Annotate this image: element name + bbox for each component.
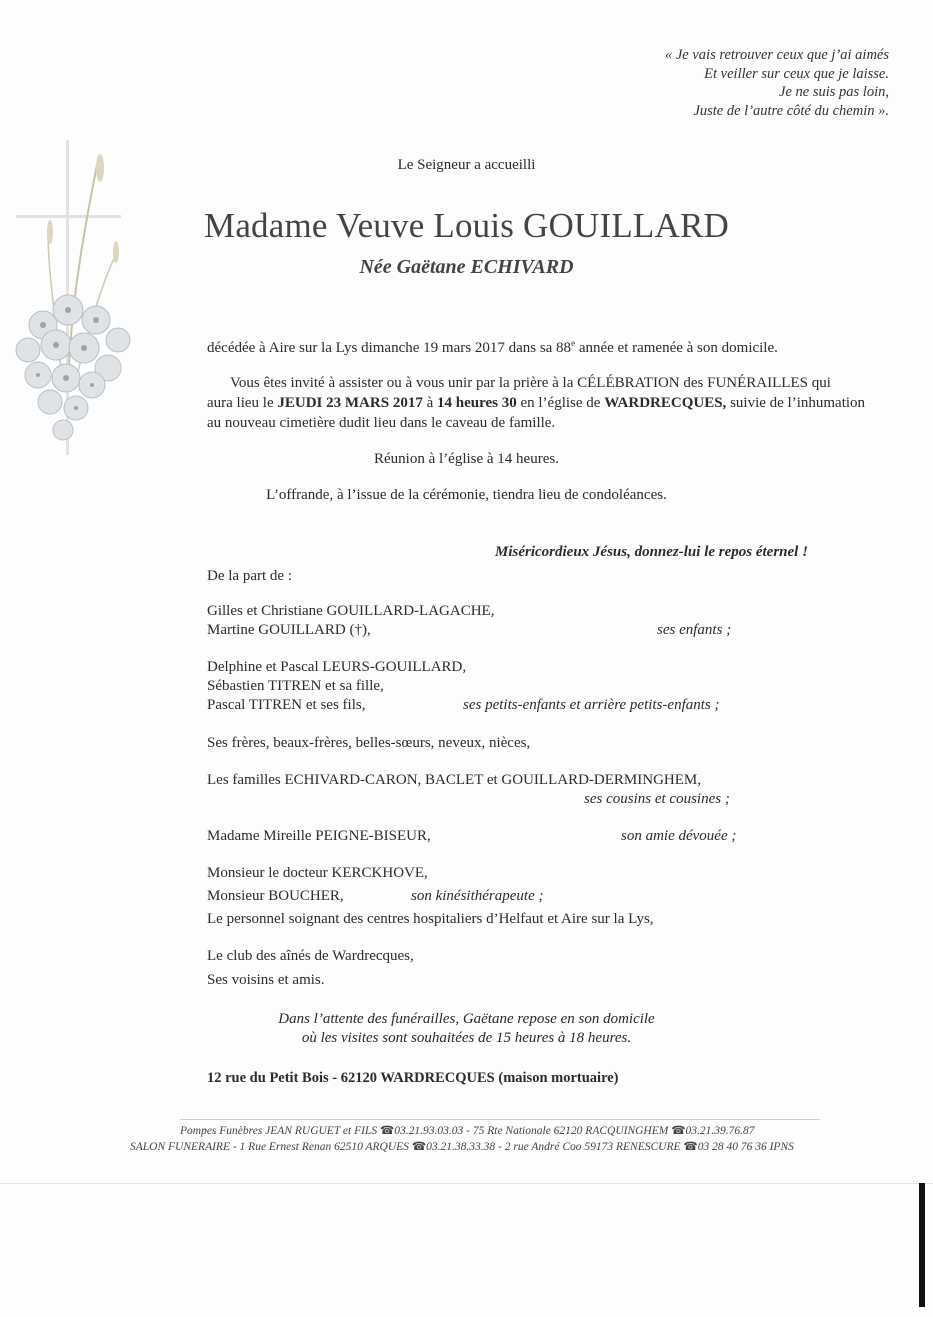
families-role: ses cousins et cousines ; [584, 791, 730, 807]
death-announcement [207, 338, 778, 358]
scan-margin-bar [919, 1183, 925, 1307]
family-grand-3: Pascal TITREN et ses fils, [207, 697, 366, 713]
scan-edge-line [0, 1183, 933, 1184]
footer-line-1 [180, 1123, 755, 1137]
intro-text: Le Seigneur a accueilli [397, 157, 536, 173]
family-staff: Le personnel soignant des centres hospitaliers d’Helfaut et Aire sur la Lys, [207, 911, 654, 927]
phone-icon: ☎ [379, 1125, 395, 1137]
funeral-time: 14 heures 30 [437, 395, 517, 411]
family-grand-2: Sébastien TITREN et sa fille, [207, 678, 384, 694]
wake-line-1: Dans l’attente des funérailles, Gaëtane repose en son domicile [278, 1011, 655, 1027]
funeral-date: JEUDI 23 MARS 2017 [277, 395, 423, 411]
family-children-1: Gilles et Christiane GOUILLARD-LAGACHE, [207, 603, 495, 619]
family-grand-1: Delphine et Pascal LEURS-GOUILLARD, [207, 659, 467, 675]
prayer-text: Miséricordieux Jésus, donnez-lui le repos éternel ! [495, 544, 808, 560]
grand-role: ses petits-enfants et arrière petits-enfants ; [463, 697, 720, 713]
cross-flowers-illustration [8, 140, 138, 460]
from-label: De la part de : [207, 568, 292, 584]
physio-role: son kinésithérapeute ; [411, 888, 544, 904]
footer-phone: 03 28 40 76 36 IPNS [697, 1141, 794, 1153]
friend-role: son amie dévouée ; [621, 828, 737, 844]
invitation-text: aura lieu le [207, 395, 278, 411]
children-role: ses enfants ; [657, 622, 732, 638]
invitation-text: à [422, 395, 437, 411]
family-friend: Madame Mireille PEIGNE-BISEUR, [207, 828, 431, 844]
deceased-name: Madame Veuve Louis GOUILLARD [204, 206, 729, 245]
death-text: décédée à Aire sur la Lys dimanche 19 mars 2017 dans sa 88 [207, 340, 572, 356]
poem-line: « Je vais retrouver ceux que j’ai aimés [665, 47, 889, 63]
divider [180, 1119, 820, 1120]
offrande-text: L’offrande, à l’issue de la cérémonie, tiendra lieu de condoléances. [266, 487, 667, 503]
death-text-end: année et ramenée à son domicile. [575, 340, 778, 356]
phone-icon: ☎ [411, 1141, 427, 1153]
footer-contact: 03.21.38.33.38 - 2 rue André Coo 59173 RENESCURE [426, 1141, 681, 1153]
family-families: Les familles ECHIVARD-CARON, BACLET et GOUILLARD-DERMINGHEM, [207, 772, 701, 788]
funeral-place: WARDRECQUES, [604, 395, 727, 411]
family-club: Le club des aînés de Wardrecques, [207, 948, 414, 964]
family-doctor: Monsieur le docteur KERCKHOVE, [207, 865, 428, 881]
invitation-text: suivie de l’inhumation [726, 395, 866, 411]
poem-line: Et veiller sur ceux que je laisse. [704, 65, 889, 82]
phone-icon: ☎ [683, 1141, 698, 1153]
footer-contact: 03.21.93.03.03 - 75 Rte Nationale 62120 RACQUINGHEM [394, 1125, 669, 1137]
poem-line: Je ne suis pas loin, [779, 84, 889, 100]
ordinal-suffix: e [571, 338, 576, 348]
invitation-line-2 [207, 393, 865, 413]
family-siblings: Ses frères, beaux-frères, belles-sœurs, neveux, nièces, [207, 735, 531, 751]
address: 12 rue du Petit Bois - 62120 WARDRECQUES (maison mortuaire) [207, 1070, 619, 1086]
phone-icon: ☎ [671, 1125, 686, 1137]
footer-company: Pompes Funèbres JEAN RUGUET et FILS [180, 1125, 378, 1137]
maiden-name: Née Gaëtane ECHIVARD [359, 256, 574, 278]
invitation-line-3: au nouveau cimetière dudit lieu dans le caveau de famille. [207, 415, 556, 431]
footer-line-2 [130, 1139, 794, 1153]
footer-phone: 03.21.39.76.87 [685, 1125, 755, 1137]
poem-quote [665, 46, 889, 120]
family-neighbours: Ses voisins et amis. [207, 972, 325, 988]
invitation-line-1: Vous êtes invité à assister ou à vous unir par la prière à la CÉLÉBRATION des FUNÉRAILLES qui [230, 375, 831, 391]
poem-line: Juste de l’autre côté du chemin ». [693, 102, 889, 119]
invitation-text: en l’église de [516, 395, 605, 411]
family-physio: Monsieur BOUCHER, [207, 888, 344, 904]
family-children-2: Martine GOUILLARD (†), [207, 622, 371, 638]
footer-salon: SALON FUNERAIRE - 1 Rue Ernest Renan 62510 ARQUES [130, 1141, 409, 1153]
reunion-text: Réunion à l’église à 14 heures. [374, 451, 559, 467]
wake-line-2: où les visites sont souhaitées de 15 heures à 18 heures. [301, 1030, 632, 1046]
